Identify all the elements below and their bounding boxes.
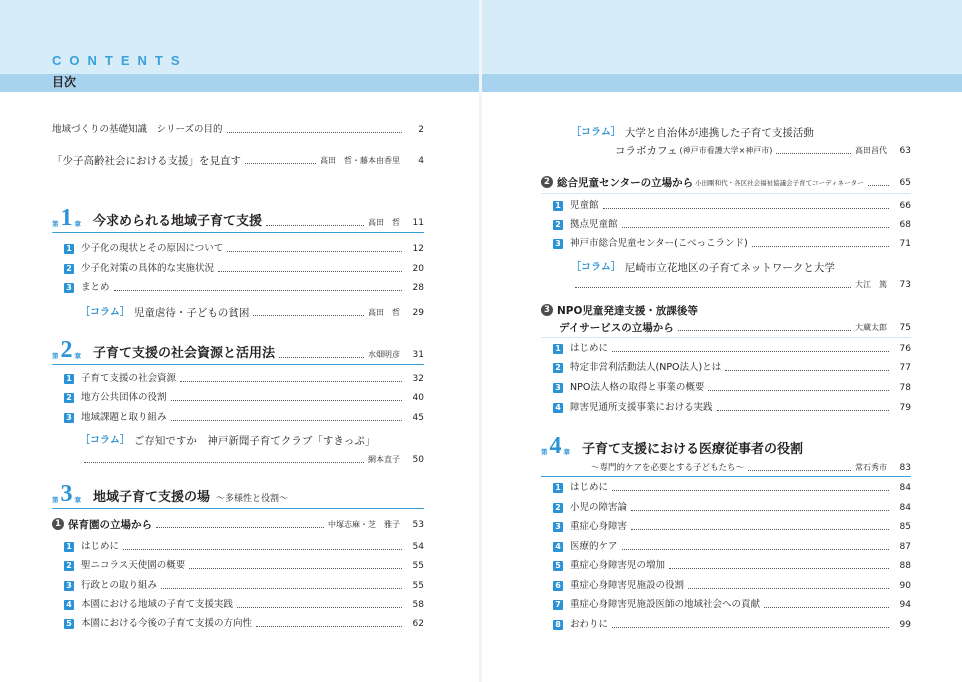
column-page: 29 [412,308,424,318]
toc-item[interactable] [64,560,424,572]
toc-item[interactable] [64,392,424,404]
section-rule [541,193,911,194]
leader-dots [227,132,402,133]
item-page: 28 [412,283,424,293]
item-title: 拠点児童館 [570,219,618,230]
chapter-number: 1 [60,205,73,231]
item-number-badge: 5 [64,619,74,629]
section-author: 大蔵太郎 [855,323,887,332]
item-title: NPO法人格の取得と事業の概要 [570,382,705,393]
item-number-badge: 5 [553,561,563,571]
item-page: 84 [899,503,911,513]
chapter-author: 常石秀市 [855,463,887,472]
item-title: 重症心身障害児施設の役割 [570,580,685,591]
chapter-prefix: 第 [541,448,548,456]
item-number-badge: 1 [553,201,563,211]
toc-item[interactable] [64,541,424,553]
toc-entry-series-purpose[interactable] [52,124,424,136]
chapter-page: 31 [412,350,424,360]
toc-item[interactable] [553,362,911,374]
entry-page: 4 [418,156,424,166]
section-author: 中塚志麻・芝 雅子 [328,520,400,529]
item-page: 78 [899,383,911,393]
chapter-rule [52,232,424,233]
column-tag: ［コラム］ [80,307,130,318]
item-title: 重症心身障害児施設医師の地域社会への貢献 [570,599,761,610]
item-number-badge: 2 [64,393,74,403]
column-author: 高田 哲 [368,308,400,317]
leader-dots [171,400,402,401]
chapter-rule [52,508,424,509]
chapter-rule [52,364,424,365]
item-number-badge: 1 [553,344,563,354]
item-title: 聖ニコラス天使園の概要 [81,560,186,571]
entry-author: 高田 哲・藤本由香里 [320,156,400,165]
chapter-title: 地域子育て支援の場 [93,490,211,505]
toc-item[interactable] [553,560,911,572]
chapter-rule [541,476,911,477]
leader-dots [161,588,402,589]
item-number-badge: 1 [64,374,74,384]
leader-dots [237,607,402,608]
leader-dots [631,529,889,530]
toc-item[interactable] [553,482,911,494]
item-title: 少子化対策の具体的な実施状況 [81,263,215,274]
leader-dots [748,470,851,471]
chapter-page: 83 [899,463,911,473]
toc-item[interactable] [64,263,424,275]
entry-title: 地域づくりの基礎知識 シリーズの目的 [52,124,223,135]
item-number-badge: 2 [553,503,563,513]
entry-title: 「少子高齢社会における支援」を見直す [52,155,241,167]
toc-section-cont[interactable] [559,322,911,334]
item-page: 20 [412,264,424,274]
item-title: はじめに [81,541,120,552]
item-page: 90 [899,581,911,591]
section-number-badge: 1 [52,518,64,530]
toc-item[interactable] [64,599,424,611]
section-number-badge: 3 [541,304,553,316]
header-subband [481,74,962,92]
toc-item[interactable] [64,618,424,630]
item-title: はじめに [570,343,609,354]
toc-column[interactable] [80,435,424,447]
item-number-badge: 2 [64,264,74,274]
chapter-4-subtitle-row [591,462,911,474]
toc-item[interactable] [553,599,911,611]
section-title-line2: デイサービスの立場から [559,322,674,334]
chapter-title: 子育て支援の社会資源と活用法 [93,346,276,361]
item-number-badge: 3 [64,283,74,293]
chapter-suffix: 章 [563,448,570,456]
item-title: はじめに [570,482,609,493]
chapter-prefix: 第 [52,220,59,228]
leader-dots [612,351,889,352]
toc-item[interactable] [553,580,911,592]
toc-item[interactable] [553,521,911,533]
column-tag: ［コラム］ [571,127,621,138]
item-title: 本園における今後の子育て支援の方向性 [81,618,253,629]
section-number-badge: 2 [541,176,553,188]
item-page: 84 [899,483,911,493]
toc-column[interactable] [571,127,911,139]
column-tag: ［コラム］ [571,262,621,273]
item-page: 54 [412,542,424,552]
item-page: 99 [899,620,911,630]
item-number-badge: 3 [553,522,563,532]
toc-section[interactable] [541,305,911,317]
toc-item[interactable] [553,343,911,355]
item-title: 障害児通所支援事業における実践 [570,402,713,413]
toc-item[interactable] [64,243,424,255]
leader-dots [218,271,402,272]
chapter-title: 今求められる地域子育て支援 [93,214,263,229]
item-page: 76 [899,344,911,354]
chapter-suffix: 章 [74,496,81,504]
toc-item[interactable] [553,502,911,514]
section-page: 75 [899,323,911,333]
contents-heading: CONTENTS [52,53,188,68]
toc-section[interactable] [541,177,911,189]
item-number-badge: 1 [64,244,74,254]
header-band [481,0,962,74]
item-title: 少子化の現状とその原因について [81,243,224,254]
item-page: 79 [899,403,911,413]
item-title: 本園における地域の子育て支援実践 [81,599,234,610]
leader-dots [171,420,402,421]
item-page: 62 [412,619,424,629]
chapter-prefix: 第 [52,352,59,360]
item-page: 88 [899,561,911,571]
column-title: 尼崎市立花地区の子育てネットワークと大学 [624,262,835,274]
column-page: 63 [899,146,911,156]
toc-item[interactable] [553,238,911,250]
chapter-number: 3 [60,481,73,507]
column-author: 高田昌代 [855,146,887,155]
leader-dots [227,251,402,252]
leader-dots [245,163,316,164]
column-title: ご存知ですか 神戸新聞子育てクラブ「すきっぷ」 [133,435,376,447]
column-page: 50 [412,455,424,465]
leader-dots [114,290,402,291]
item-page: 94 [899,600,911,610]
section-page: 53 [412,520,424,530]
toc-item[interactable] [553,382,911,394]
item-page: 58 [412,600,424,610]
section-page: 65 [899,178,911,188]
item-title: 行政との取り組み [81,580,158,591]
toc-item[interactable] [64,580,424,592]
mokuji-heading: 目次 [52,75,77,89]
leader-dots [764,607,889,608]
leader-dots [717,410,889,411]
leader-dots [180,381,402,382]
toc-item[interactable] [553,541,911,553]
item-number-badge: 3 [553,383,563,393]
item-number-badge: 4 [64,600,74,610]
chapter-4-heading[interactable] [541,434,911,458]
item-page: 85 [899,522,911,532]
leader-dots [189,568,402,569]
item-page: 45 [412,413,424,423]
leader-dots [279,357,364,358]
chapter-2-heading[interactable] [52,338,424,362]
chapter-subtitle: 〜多様性と役割〜 [216,494,289,504]
leader-dots [631,510,889,511]
chapter-page: 11 [412,218,424,228]
chapter-1-heading[interactable] [52,206,424,230]
column-title: 児童虐待・子どもの貧困 [133,307,250,319]
leader-dots [256,626,402,627]
item-title: 重症心身障害 [570,521,628,532]
leader-dots [776,153,851,154]
column-title-sub: (神戸市看護大学×神戸市) [679,146,773,155]
item-number-badge: 3 [553,239,563,249]
leader-dots [575,287,851,288]
chapter-title: 子育て支援における医療従事者の役割 [582,442,804,457]
item-page: 12 [412,244,424,254]
toc-section[interactable] [52,519,424,531]
item-page: 40 [412,393,424,403]
toc-column[interactable] [571,262,911,274]
item-page: 55 [412,561,424,571]
item-number-badge: 8 [553,620,563,630]
item-title: 医療的ケア [570,541,618,552]
leader-dots [725,370,889,371]
leader-dots [669,568,889,569]
column-author: 大江 篤 [855,280,887,289]
column-title-line2: コラボカフェ [615,145,678,157]
page-gutter [479,0,482,682]
item-number-badge: 3 [64,581,74,591]
item-title: 神戸市総合児童センター(こべっこランド) [570,238,748,249]
section-title: 保育園の立場から [68,519,152,531]
column-page: 73 [899,280,911,290]
toc-item[interactable] [64,412,424,424]
leader-dots [612,627,889,628]
leader-dots [708,390,889,391]
section-rule [541,337,911,338]
chapter-author: 水畑明彦 [368,350,400,359]
item-number-badge: 6 [553,581,563,591]
chapter-suffix: 章 [74,220,81,228]
leader-dots [752,246,889,247]
item-page: 77 [899,363,911,373]
section-title: NPO児童発達支援・放課後等 [557,305,698,317]
item-number-badge: 2 [553,220,563,230]
item-page: 87 [899,542,911,552]
leader-dots [622,549,889,550]
section-author: 小田剛和代・各区社会福祉協議会子育てコーディネーター [695,179,864,187]
chapter-3-heading[interactable] [52,482,424,506]
item-title: 児童館 [570,200,599,211]
leader-dots [156,527,324,528]
leader-dots [84,462,364,463]
toc-column-meta [571,279,911,291]
toc-entry-review[interactable] [52,155,424,167]
leader-dots [253,315,364,316]
toc-column-meta [80,454,424,466]
item-title: 重症心身障害児の増加 [570,560,666,571]
column-tag: ［コラム］ [80,435,130,446]
leader-dots [868,185,889,186]
leader-dots [678,330,851,331]
chapter-prefix: 第 [52,496,59,504]
item-number-badge: 7 [553,600,563,610]
toc-item[interactable] [553,402,911,414]
leader-dots [266,225,364,226]
item-title: まとめ [81,282,110,293]
item-number-badge: 3 [64,413,74,423]
item-page: 55 [412,581,424,591]
chapter-number: 4 [549,433,562,459]
item-page: 32 [412,374,424,384]
item-page: 66 [899,201,911,211]
toc-column[interactable] [80,307,424,319]
column-author: 網本直子 [368,455,400,464]
section-title: 総合児童センターの立場から [557,177,694,189]
toc-item[interactable] [553,219,911,231]
item-page: 71 [899,239,911,249]
item-number-badge: 2 [553,363,563,373]
toc-column-cont[interactable] [615,145,911,157]
item-title: 地域課題と取り組み [81,412,167,423]
chapter-author: 高田 哲 [368,218,400,227]
entry-page: 2 [418,125,424,135]
leader-dots [612,490,889,491]
column-title: 大学と自治体が連携した子育て支援活動 [624,127,814,139]
chapter-subtitle: 〜専門的ケアを必要とする子どもたち〜 [591,463,745,473]
item-number-badge: 4 [553,403,563,413]
item-title: 小児の障害論 [570,502,628,513]
toc-item[interactable] [553,619,911,631]
item-number-badge: 4 [553,542,563,552]
toc-item[interactable] [64,373,424,385]
chapter-suffix: 章 [74,352,81,360]
item-title: 子育て支援の社会資源 [81,373,177,384]
leader-dots [688,588,889,589]
chapter-number: 2 [60,337,73,363]
item-title: 特定非営利活動法人(NPO法人)とは [570,362,722,373]
item-title: 地方公共団体の役割 [81,392,167,403]
item-page: 68 [899,220,911,230]
leader-dots [622,227,889,228]
right-page [481,0,962,682]
item-number-badge: 1 [64,542,74,552]
leader-dots [123,549,402,550]
toc-item[interactable] [553,200,911,212]
item-number-badge: 2 [64,561,74,571]
toc-item[interactable] [64,282,424,294]
leader-dots [603,208,889,209]
item-title: おわりに [570,619,609,630]
item-number-badge: 1 [553,483,563,493]
